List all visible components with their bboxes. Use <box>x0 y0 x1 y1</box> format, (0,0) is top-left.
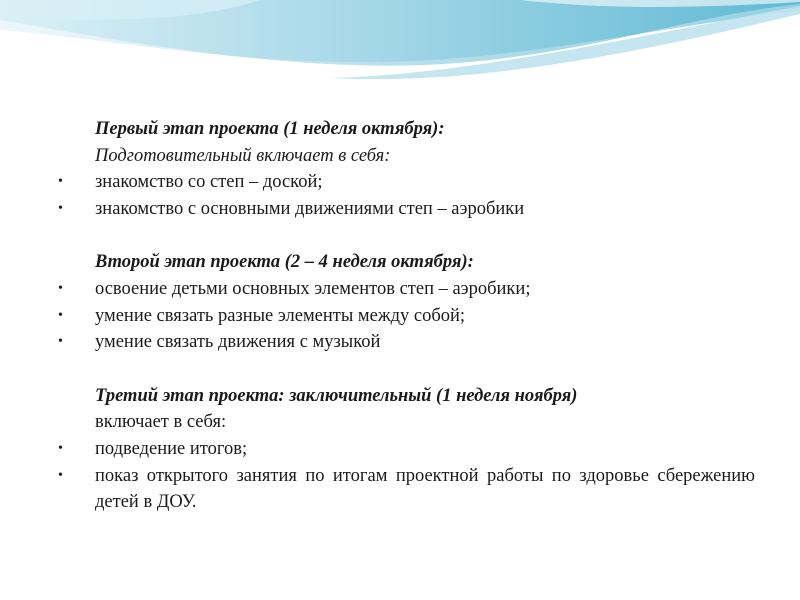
decorative-waves <box>0 0 800 110</box>
bullet-icon: • <box>58 280 63 296</box>
stage3-item-2: показ открытого занятия по итогам проектной работы по здоровье сбережению детей в ДОУ. <box>95 465 755 513</box>
list-item <box>0 196 800 223</box>
slide-content <box>0 116 800 516</box>
bullet-icon: • <box>58 334 63 350</box>
stage2-item-3: умение связать движения с музыкой <box>95 332 381 353</box>
bullet-icon: • <box>58 174 63 190</box>
list-item <box>0 436 800 463</box>
list-item <box>0 169 800 196</box>
stage1-item-2: знакомство с основными движениями степ – аэробики <box>95 198 525 219</box>
bullet-icon: • <box>58 200 63 216</box>
bullet-icon: • <box>58 307 63 323</box>
stage1-title: Первый этап проекта (1 неделя октября): <box>95 119 445 139</box>
stage1-item-1: знакомство со степ – доской; <box>95 172 323 193</box>
list-item <box>0 329 800 356</box>
list-item <box>0 463 800 516</box>
stage1-subtitle-line <box>0 143 800 170</box>
list-item <box>0 303 800 330</box>
stage2-title-line <box>0 249 800 276</box>
stage1-subtitle: Подготовительный включает в себя: <box>95 145 391 166</box>
stage2-item-2: умение связать разные элементы между собой; <box>95 305 466 326</box>
bullet-icon: • <box>58 467 63 483</box>
list-item <box>0 276 800 303</box>
bullet-icon: • <box>58 440 63 456</box>
stage3-title-line <box>0 383 800 410</box>
stage3-item-1: подведение итогов; <box>95 438 248 459</box>
stage3-subtitle: включает в себя: <box>95 412 227 433</box>
stage3-subtitle-line <box>0 409 800 436</box>
stage3-title: Третий этап проекта: заключительный (1 неделя ноября) <box>95 385 578 406</box>
stage1-title-line <box>0 116 800 143</box>
stage2-title: Второй этап проекта (2 – 4 неделя октября): <box>95 252 474 273</box>
stage2-item-1: освоение детьми основных элементов степ – аэробики; <box>95 278 531 299</box>
